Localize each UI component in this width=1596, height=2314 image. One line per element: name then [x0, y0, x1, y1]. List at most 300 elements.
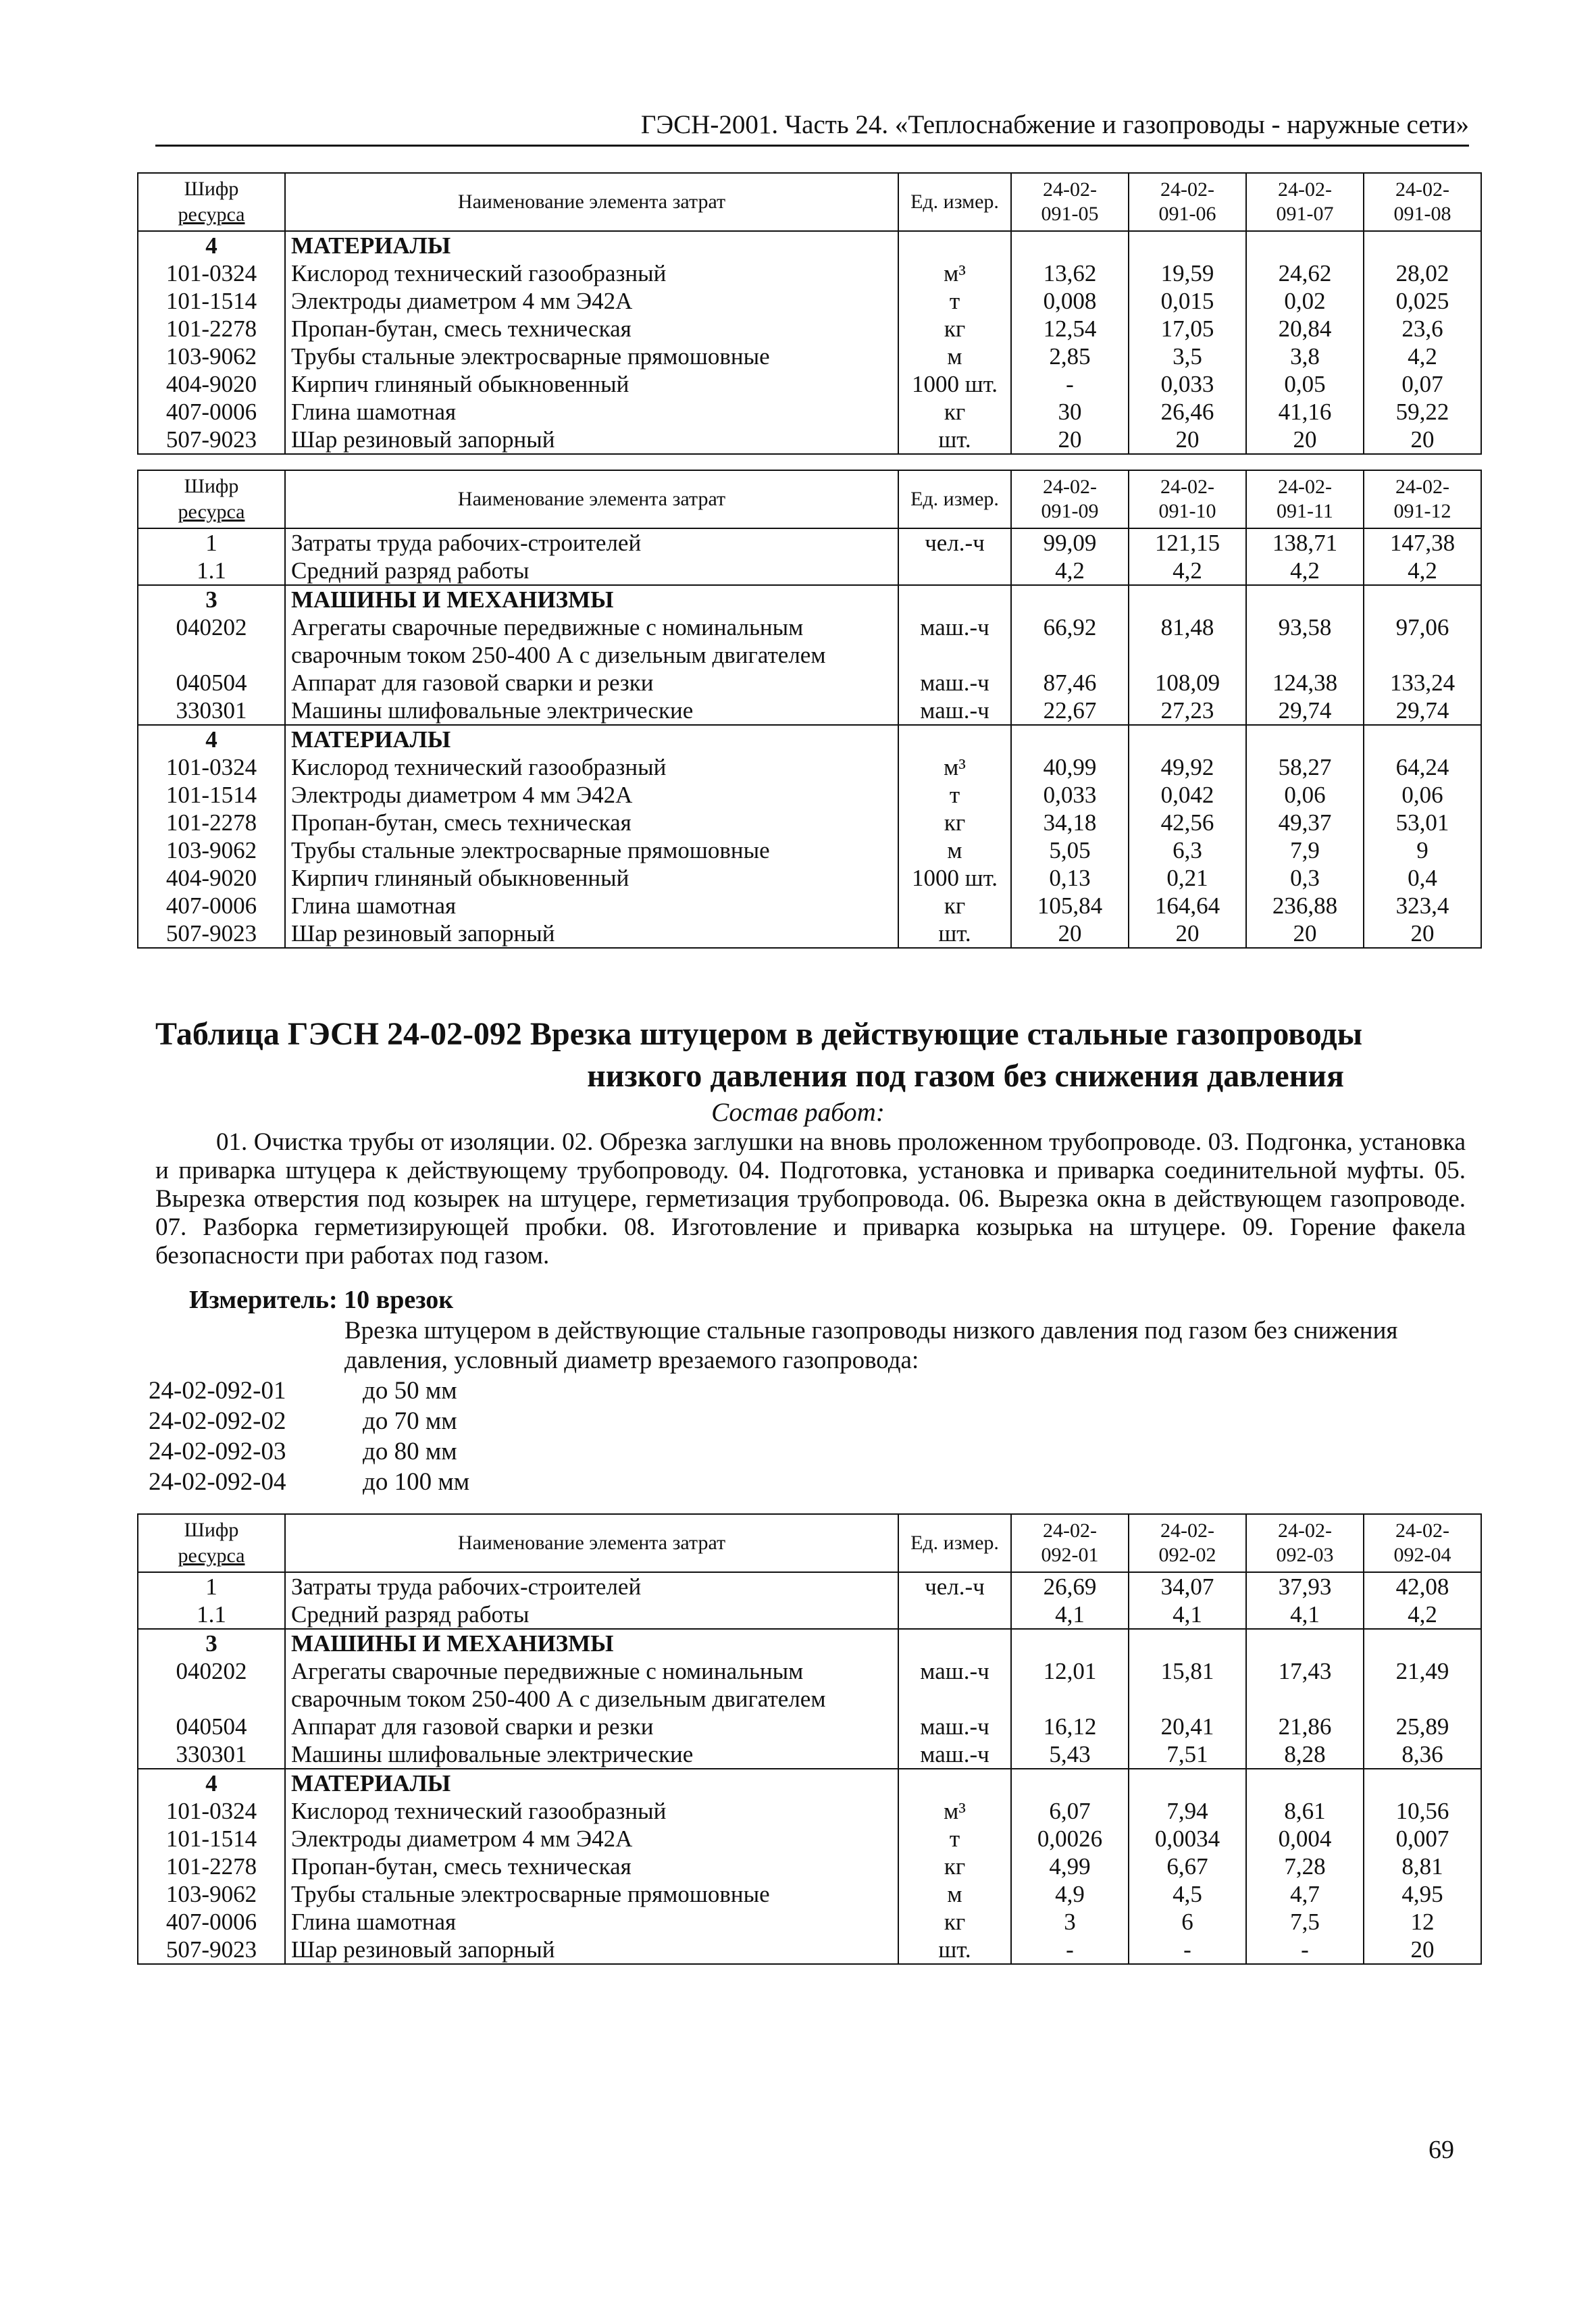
value-cell: 40,99 — [1011, 753, 1129, 781]
table-row — [138, 613, 1481, 669]
value-cell: 29,74 — [1246, 697, 1364, 725]
header-norm-code — [1246, 470, 1364, 528]
cost-name-cell: МАШИНЫ И МЕХАНИЗМЫ — [285, 1629, 898, 1657]
value-cell: 133,24 — [1364, 669, 1481, 697]
cost-name-cell: Электроды диаметром 4 мм Э42А — [285, 287, 898, 315]
value-cell: 4,1 — [1011, 1601, 1129, 1629]
table-row — [138, 528, 1481, 557]
value-cell: 0,06 — [1246, 781, 1364, 809]
value-cell: 0,07 — [1364, 370, 1481, 398]
value-cell: 24,62 — [1246, 259, 1364, 287]
value-cell: 6,07 — [1011, 1797, 1129, 1825]
header-norm-code-line: 092-02 — [1158, 1544, 1216, 1566]
value-cell: 93,58 — [1246, 613, 1364, 669]
page-number: 69 — [1428, 2136, 1454, 2164]
resource-code-cell: 101-0324 — [138, 753, 285, 781]
table-row — [138, 398, 1481, 426]
value-cell: 19,59 — [1129, 259, 1246, 287]
value-cell: 4,2 — [1011, 557, 1129, 585]
resource-table-092-01-04 — [137, 1513, 1482, 1965]
value-cell: 20 — [1364, 920, 1481, 948]
cost-name-cell: Пропан-бутан, смесь техническая — [285, 1853, 898, 1880]
value-cell — [1129, 585, 1246, 613]
header-unit: Ед. измер. — [898, 470, 1011, 528]
resource-code-cell: 407-0006 — [138, 1908, 285, 1936]
value-cell: 30 — [1011, 398, 1129, 426]
cost-name-cell: Агрегаты сварочные передвижные с номинальным сварочным током 250-400 А с дизельным двигателем — [285, 613, 898, 669]
value-cell: 0,015 — [1129, 287, 1246, 315]
value-cell: 28,02 — [1364, 259, 1481, 287]
header-resource-code — [138, 1514, 285, 1572]
header-norm-code-line: 091-09 — [1041, 500, 1099, 522]
value-cell: 42,08 — [1364, 1572, 1481, 1601]
header-cost-name: Наименование элемента затрат — [285, 173, 898, 231]
unit-cell: маш.-ч — [898, 1657, 1011, 1713]
resource-code-cell: 3 — [138, 1629, 285, 1657]
header-norm-code — [1246, 1514, 1364, 1572]
header-norm-code-line: 24-02- — [1278, 178, 1332, 201]
value-cell: 236,88 — [1246, 892, 1364, 920]
value-cell: 147,38 — [1364, 528, 1481, 557]
value-cell: 87,46 — [1011, 669, 1129, 697]
value-cell: 0,02 — [1246, 287, 1364, 315]
unit-cell: т — [898, 781, 1011, 809]
value-cell: 20 — [1364, 426, 1481, 454]
resource-code-cell: 407-0006 — [138, 398, 285, 426]
value-cell — [1246, 1629, 1364, 1657]
value-cell: 20,84 — [1246, 315, 1364, 343]
resource-code-cell: 101-1514 — [138, 1825, 285, 1853]
table-row — [138, 1572, 1481, 1601]
resource-code-cell: 1.1 — [138, 557, 285, 585]
unit-cell: кг — [898, 315, 1011, 343]
header-code-line2: ресурса — [178, 203, 245, 226]
unit-cell: шт. — [898, 1936, 1011, 1964]
unit-cell: кг — [898, 892, 1011, 920]
resource-table-091-09-12 — [137, 470, 1482, 949]
resource-code-cell: 101-0324 — [138, 259, 285, 287]
resource-code-cell: 101-1514 — [138, 287, 285, 315]
unit-cell: т — [898, 1825, 1011, 1853]
header-norm-code-line: 092-01 — [1041, 1544, 1099, 1566]
value-cell: 323,4 — [1364, 892, 1481, 920]
header-norm-code — [1011, 470, 1129, 528]
norm-variant: 24-02-092-04 до 100 мм — [149, 1468, 470, 1496]
table-row — [138, 426, 1481, 454]
cost-name-cell: Пропан-бутан, смесь техническая — [285, 315, 898, 343]
table-row — [138, 1629, 1481, 1657]
cost-name-cell: Средний разряд работы — [285, 557, 898, 585]
unit-cell: маш.-ч — [898, 669, 1011, 697]
value-cell: 81,48 — [1129, 613, 1246, 669]
header-code-line1: Шифр — [184, 178, 239, 200]
resource-code-cell: 101-1514 — [138, 781, 285, 809]
header-norm-code-line: 092-03 — [1276, 1544, 1334, 1566]
cost-name-cell: Шар резиновый запорный — [285, 920, 898, 948]
unit-cell: кг — [898, 398, 1011, 426]
value-cell: 23,6 — [1364, 315, 1481, 343]
table-row — [138, 1797, 1481, 1825]
value-cell: 6,3 — [1129, 836, 1246, 864]
header-cost-name: Наименование элемента затрат — [285, 1514, 898, 1572]
value-cell: 10,56 — [1364, 1797, 1481, 1825]
table-row — [138, 315, 1481, 343]
resource-code-cell: 507-9023 — [138, 426, 285, 454]
header-norm-code-line: 24-02- — [1160, 1519, 1214, 1542]
value-cell: 105,84 — [1011, 892, 1129, 920]
value-cell: - — [1129, 1936, 1246, 1964]
value-cell — [1364, 725, 1481, 753]
header-norm-code-line: 091-08 — [1393, 203, 1451, 225]
value-cell: 42,56 — [1129, 809, 1246, 836]
unit-cell: маш.-ч — [898, 1740, 1011, 1769]
value-cell: 7,5 — [1246, 1908, 1364, 1936]
unit-cell: 1000 шт. — [898, 864, 1011, 892]
value-cell: 8,36 — [1364, 1740, 1481, 1769]
cost-name-cell: Пропан-бутан, смесь техническая — [285, 809, 898, 836]
value-cell: 25,89 — [1364, 1713, 1481, 1740]
unit-cell — [898, 585, 1011, 613]
header-unit: Ед. измер. — [898, 1514, 1011, 1572]
value-cell: 58,27 — [1246, 753, 1364, 781]
resource-code-cell: 407-0006 — [138, 892, 285, 920]
resource-code-cell: 330301 — [138, 697, 285, 725]
value-cell: 4,2 — [1364, 1601, 1481, 1629]
unit-cell: кг — [898, 1908, 1011, 1936]
resource-code-cell: 1.1 — [138, 1601, 285, 1629]
header-resource-code — [138, 470, 285, 528]
value-cell: 17,05 — [1129, 315, 1246, 343]
value-cell: 0,008 — [1011, 287, 1129, 315]
norm-variant: 24-02-092-01 до 50 мм — [149, 1377, 457, 1405]
value-cell: 12,54 — [1011, 315, 1129, 343]
value-cell: 37,93 — [1246, 1572, 1364, 1601]
unit-cell: шт. — [898, 920, 1011, 948]
value-cell — [1364, 1769, 1481, 1797]
resource-code-cell: 101-2278 — [138, 315, 285, 343]
table-row — [138, 809, 1481, 836]
unit-cell — [898, 1629, 1011, 1657]
value-cell: 9 — [1364, 836, 1481, 864]
value-cell: 13,62 — [1011, 259, 1129, 287]
cost-name-cell: Глина шамотная — [285, 892, 898, 920]
value-cell: 7,94 — [1129, 1797, 1246, 1825]
value-cell: 21,86 — [1246, 1713, 1364, 1740]
value-cell: 26,46 — [1129, 398, 1246, 426]
unit-cell: кг — [898, 809, 1011, 836]
cost-name-cell: Электроды диаметром 4 мм Э42А — [285, 781, 898, 809]
works-composition-label: Состав работ: — [711, 1098, 885, 1127]
header-norm-code — [1364, 1514, 1481, 1572]
table-row — [138, 1601, 1481, 1629]
value-cell: 0,004 — [1246, 1825, 1364, 1853]
table-row — [138, 1853, 1481, 1880]
value-cell — [1129, 1629, 1246, 1657]
value-cell: 121,15 — [1129, 528, 1246, 557]
value-cell: 4,95 — [1364, 1880, 1481, 1908]
resource-code-cell: 101-0324 — [138, 1797, 285, 1825]
resource-code-cell: 1 — [138, 528, 285, 557]
header-norm-code-line: 091-06 — [1158, 203, 1216, 225]
table-row — [138, 753, 1481, 781]
value-cell: 64,24 — [1364, 753, 1481, 781]
value-cell: 0,0026 — [1011, 1825, 1129, 1853]
cost-name-cell: Машины шлифовальные электрические — [285, 1740, 898, 1769]
cost-name-cell: МАШИНЫ И МЕХАНИЗМЫ — [285, 585, 898, 613]
header-norm-code — [1246, 173, 1364, 231]
value-cell: 0,0034 — [1129, 1825, 1246, 1853]
table-row — [138, 892, 1481, 920]
value-cell: 124,38 — [1246, 669, 1364, 697]
value-cell: 7,9 — [1246, 836, 1364, 864]
resource-code-cell: 103-9062 — [138, 836, 285, 864]
resource-code-cell: 330301 — [138, 1740, 285, 1769]
table-row — [138, 287, 1481, 315]
header-norm-code-line: 24-02- — [1160, 476, 1214, 498]
cost-name-cell: Шар резиновый запорный — [285, 426, 898, 454]
value-cell: 21,49 — [1364, 1657, 1481, 1713]
table-row — [138, 836, 1481, 864]
value-cell — [1011, 1769, 1129, 1797]
value-cell: 0,042 — [1129, 781, 1246, 809]
table-row — [138, 1825, 1481, 1853]
header-norm-code — [1364, 173, 1481, 231]
value-cell: 4,7 — [1246, 1880, 1364, 1908]
value-cell: 3,8 — [1246, 343, 1364, 370]
cost-name-cell: Кирпич глиняный обыкновенный — [285, 864, 898, 892]
value-cell: 3 — [1011, 1908, 1129, 1936]
value-cell: 164,64 — [1129, 892, 1246, 920]
table-row — [138, 669, 1481, 697]
unit-cell: м — [898, 343, 1011, 370]
header-code-line2: ресурса — [178, 1544, 245, 1567]
value-cell — [1364, 1629, 1481, 1657]
value-cell — [1129, 725, 1246, 753]
cost-name-cell: Затраты труда рабочих-строителей — [285, 1572, 898, 1601]
value-cell: - — [1246, 1936, 1364, 1964]
value-cell: 0,21 — [1129, 864, 1246, 892]
resource-table-091-05-08 — [137, 172, 1482, 455]
value-cell: 108,09 — [1129, 669, 1246, 697]
header-norm-code-line: 24-02- — [1395, 476, 1449, 498]
norm-variants-list — [149, 1376, 469, 1497]
header-code-line1: Шифр — [184, 1519, 239, 1541]
unit-cell — [898, 1601, 1011, 1629]
unit-cell: кг — [898, 1853, 1011, 1880]
value-cell: 12,01 — [1011, 1657, 1129, 1713]
value-cell: - — [1011, 370, 1129, 398]
value-cell: 4,2 — [1364, 557, 1481, 585]
unit-cell: м³ — [898, 259, 1011, 287]
value-cell: 41,16 — [1246, 398, 1364, 426]
value-cell: 6,67 — [1129, 1853, 1246, 1880]
cost-name-cell: Трубы стальные электросварные прямошовные — [285, 836, 898, 864]
value-cell — [1364, 231, 1481, 259]
cost-name-cell: МАТЕРИАЛЫ — [285, 725, 898, 753]
value-cell — [1011, 585, 1129, 613]
header-norm-code — [1129, 470, 1246, 528]
value-cell: 4,9 — [1011, 1880, 1129, 1908]
value-cell: 8,28 — [1246, 1740, 1364, 1769]
resource-code-cell: 103-9062 — [138, 1880, 285, 1908]
value-cell: 99,09 — [1011, 528, 1129, 557]
unit-cell: м³ — [898, 1797, 1011, 1825]
cost-name-cell: Машины шлифовальные электрические — [285, 697, 898, 725]
resource-code-cell: 507-9023 — [138, 920, 285, 948]
resource-code-cell: 3 — [138, 585, 285, 613]
header-norm-code-line: 24-02- — [1278, 476, 1332, 498]
header-code-line1: Шифр — [184, 475, 239, 497]
norm-variant: 24-02-092-02 до 70 мм — [149, 1407, 457, 1435]
table-row — [138, 1908, 1481, 1936]
resource-code-cell: 040202 — [138, 1657, 285, 1713]
value-cell: - — [1011, 1936, 1129, 1964]
value-cell: 22,67 — [1011, 697, 1129, 725]
value-cell: 20 — [1364, 1936, 1481, 1964]
value-cell: 0,05 — [1246, 370, 1364, 398]
value-cell: 2,85 — [1011, 343, 1129, 370]
cost-name-cell: Кирпич глиняный обыкновенный — [285, 370, 898, 398]
value-cell: 8,81 — [1364, 1853, 1481, 1880]
table-row — [138, 697, 1481, 725]
resource-code-cell: 101-2278 — [138, 809, 285, 836]
cost-name-cell: Аппарат для газовой сварки и резки — [285, 1713, 898, 1740]
value-cell — [1246, 585, 1364, 613]
unit-cell: т — [898, 287, 1011, 315]
table-row — [138, 781, 1481, 809]
section-title-line2: низкого давления под газом без снижения давления — [587, 1058, 1344, 1094]
value-cell: 7,51 — [1129, 1740, 1246, 1769]
header-norm-code-line: 091-12 — [1393, 500, 1451, 522]
value-cell — [1246, 1769, 1364, 1797]
cost-name-cell: МАТЕРИАЛЫ — [285, 231, 898, 259]
value-cell: 26,69 — [1011, 1572, 1129, 1601]
value-cell: 4,5 — [1129, 1880, 1246, 1908]
cost-name-cell: Кислород технический газообразный — [285, 753, 898, 781]
unit-cell: маш.-ч — [898, 1713, 1011, 1740]
value-cell: 49,92 — [1129, 753, 1246, 781]
cost-name-cell: Средний разряд работы — [285, 1601, 898, 1629]
cost-name-cell: Шар резиновый запорный — [285, 1936, 898, 1964]
header-resource-code — [138, 173, 285, 231]
unit-cell: чел.-ч — [898, 528, 1011, 557]
value-cell: 53,01 — [1364, 809, 1481, 836]
header-norm-code-line: 24-02- — [1278, 1519, 1332, 1542]
cost-name-cell: Кислород технический газообразный — [285, 1797, 898, 1825]
header-norm-code-line: 091-07 — [1276, 203, 1334, 225]
unit-cell — [898, 1769, 1011, 1797]
value-cell — [1129, 231, 1246, 259]
resource-code-cell: 1 — [138, 1572, 285, 1601]
value-cell: 8,61 — [1246, 1797, 1364, 1825]
norm-description: Врезка штуцером в действующие стальные газопроводы низкого давления под газом без снижения давления, условный диаметр врезаемого газопровода: — [344, 1317, 1398, 1374]
value-cell: 17,43 — [1246, 1657, 1364, 1713]
header-norm-code-line: 24-02- — [1043, 178, 1097, 201]
value-cell — [1246, 725, 1364, 753]
table-row — [138, 920, 1481, 948]
table-row — [138, 1936, 1481, 1964]
header-norm-code-line: 091-05 — [1041, 203, 1099, 225]
value-cell: 0,033 — [1011, 781, 1129, 809]
unit-cell: чел.-ч — [898, 1572, 1011, 1601]
header-norm-code — [1129, 173, 1246, 231]
cost-name-cell: Глина шамотная — [285, 1908, 898, 1936]
unit-cell: шт. — [898, 426, 1011, 454]
resource-code-cell: 101-2278 — [138, 1853, 285, 1880]
value-cell: 4,2 — [1364, 343, 1481, 370]
unit-cell: маш.-ч — [898, 697, 1011, 725]
table-row — [138, 725, 1481, 753]
value-cell: 6 — [1129, 1908, 1246, 1936]
value-cell: 29,74 — [1364, 697, 1481, 725]
header-norm-code-line: 091-11 — [1277, 500, 1333, 522]
cost-name-cell: Глина шамотная — [285, 398, 898, 426]
header-norm-code-line: 092-04 — [1393, 1544, 1451, 1566]
unit-cell — [898, 557, 1011, 585]
unit-cell: маш.-ч — [898, 613, 1011, 669]
value-cell: 20,41 — [1129, 1713, 1246, 1740]
value-cell — [1011, 725, 1129, 753]
cost-name-cell: Аппарат для газовой сварки и резки — [285, 669, 898, 697]
table-row — [138, 557, 1481, 585]
resource-code-cell: 404-9020 — [138, 370, 285, 398]
value-cell: 20 — [1246, 920, 1364, 948]
value-cell: 20 — [1246, 426, 1364, 454]
table-row — [138, 1740, 1481, 1769]
header-norm-code — [1129, 1514, 1246, 1572]
header-unit: Ед. измер. — [898, 173, 1011, 231]
cost-name-cell: Кислород технический газообразный — [285, 259, 898, 287]
table-row — [138, 231, 1481, 259]
value-cell: 66,92 — [1011, 613, 1129, 669]
unit-cell: 1000 шт. — [898, 370, 1011, 398]
value-cell: 0,025 — [1364, 287, 1481, 315]
value-cell: 5,43 — [1011, 1740, 1129, 1769]
measurement-unit: Измеритель: 10 врезок — [189, 1286, 454, 1314]
value-cell: 4,2 — [1129, 557, 1246, 585]
value-cell: 20 — [1129, 920, 1246, 948]
table-row — [138, 259, 1481, 287]
value-cell: 15,81 — [1129, 1657, 1246, 1713]
value-cell: 4,99 — [1011, 1853, 1129, 1880]
running-header: ГЭСН-2001. Часть 24. «Теплоснабжение и газопроводы - наружные сети» — [155, 108, 1469, 147]
value-cell — [1246, 231, 1364, 259]
cost-name-cell: МАТЕРИАЛЫ — [285, 1769, 898, 1797]
value-cell: 49,37 — [1246, 809, 1364, 836]
table-row — [138, 343, 1481, 370]
table-row — [138, 864, 1481, 892]
header-norm-code — [1364, 470, 1481, 528]
value-cell: 97,06 — [1364, 613, 1481, 669]
value-cell: 27,23 — [1129, 697, 1246, 725]
header-norm-code-line: 24-02- — [1395, 178, 1449, 201]
header-cost-name: Наименование элемента затрат — [285, 470, 898, 528]
unit-cell — [898, 725, 1011, 753]
resource-code-cell: 040504 — [138, 669, 285, 697]
value-cell — [1364, 585, 1481, 613]
value-cell: 138,71 — [1246, 528, 1364, 557]
value-cell: 4,1 — [1129, 1601, 1246, 1629]
cost-name-cell: Агрегаты сварочные передвижные с номинальным сварочным током 250-400 А с дизельным двигателем — [285, 1657, 898, 1713]
header-norm-code-line: 24-02- — [1043, 1519, 1097, 1542]
cost-name-cell: Трубы стальные электросварные прямошовные — [285, 343, 898, 370]
resource-code-cell: 4 — [138, 231, 285, 259]
value-cell: 0,4 — [1364, 864, 1481, 892]
value-cell: 4,1 — [1246, 1601, 1364, 1629]
value-cell: 3,5 — [1129, 343, 1246, 370]
header-norm-code — [1011, 173, 1129, 231]
table-row — [138, 1880, 1481, 1908]
